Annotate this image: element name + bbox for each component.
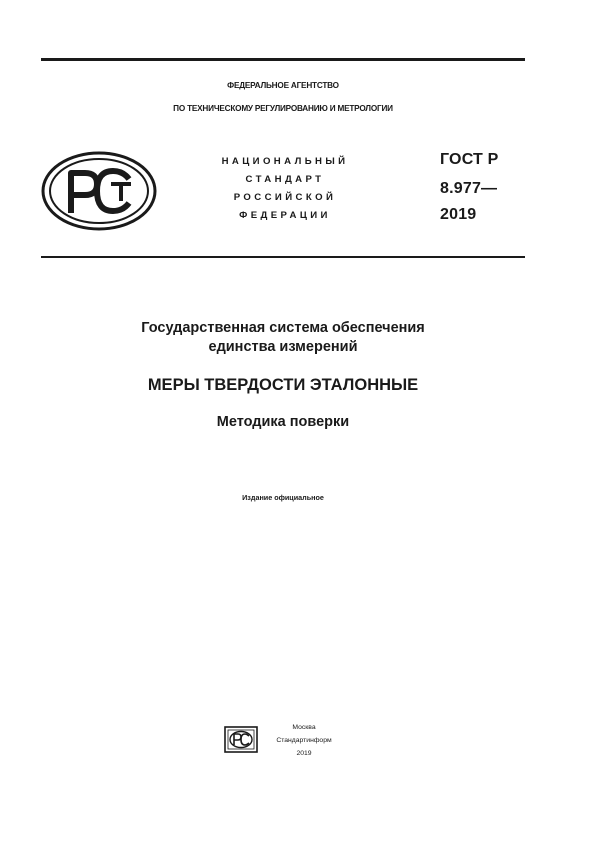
agency-line-1: ФЕДЕРАЛЬНОЕ АГЕНТСТВО — [227, 81, 339, 90]
top-rule — [41, 58, 525, 61]
standartinform-logo-icon — [224, 726, 258, 753]
gost-designation-line-2: 8.977— — [440, 180, 498, 197]
publisher-year: 2019 — [296, 750, 312, 757]
gost-designation-line-3: 2019 — [440, 206, 477, 223]
publisher-city: Москва — [292, 724, 316, 731]
edition-note: Издание официальное — [242, 493, 324, 502]
document-title: МЕРЫ ТВЕРДОСТИ ЭТАЛОННЫЕ — [147, 376, 419, 394]
gost-r-certification-mark-icon — [41, 151, 157, 231]
gost-designation-line-1: ГОСТ Р — [440, 151, 499, 168]
header-bottom-rule — [41, 256, 525, 258]
publisher-name: Стандартинформ — [276, 737, 332, 744]
system-title — [41, 319, 525, 357]
standard-type-line-2: СТАНДАРТ — [245, 174, 325, 185]
standard-type-line-1: НАЦИОНАЛЬНЫЙ — [221, 156, 349, 167]
agency-line-2: ПО ТЕХНИЧЕСКОМУ РЕГУЛИРОВАНИЮ И МЕТРОЛОГИИ — [173, 104, 393, 113]
document-subtitle: Методика поверки — [216, 414, 350, 430]
standard-type-line-3: РОССИЙСКОЙ — [233, 192, 337, 203]
standard-type-line-4: ФЕДЕРАЦИИ — [239, 210, 331, 221]
system-title-line-1: Государственная система обеспечения — [141, 320, 425, 336]
system-title-line-2: единства измерений — [208, 339, 358, 355]
